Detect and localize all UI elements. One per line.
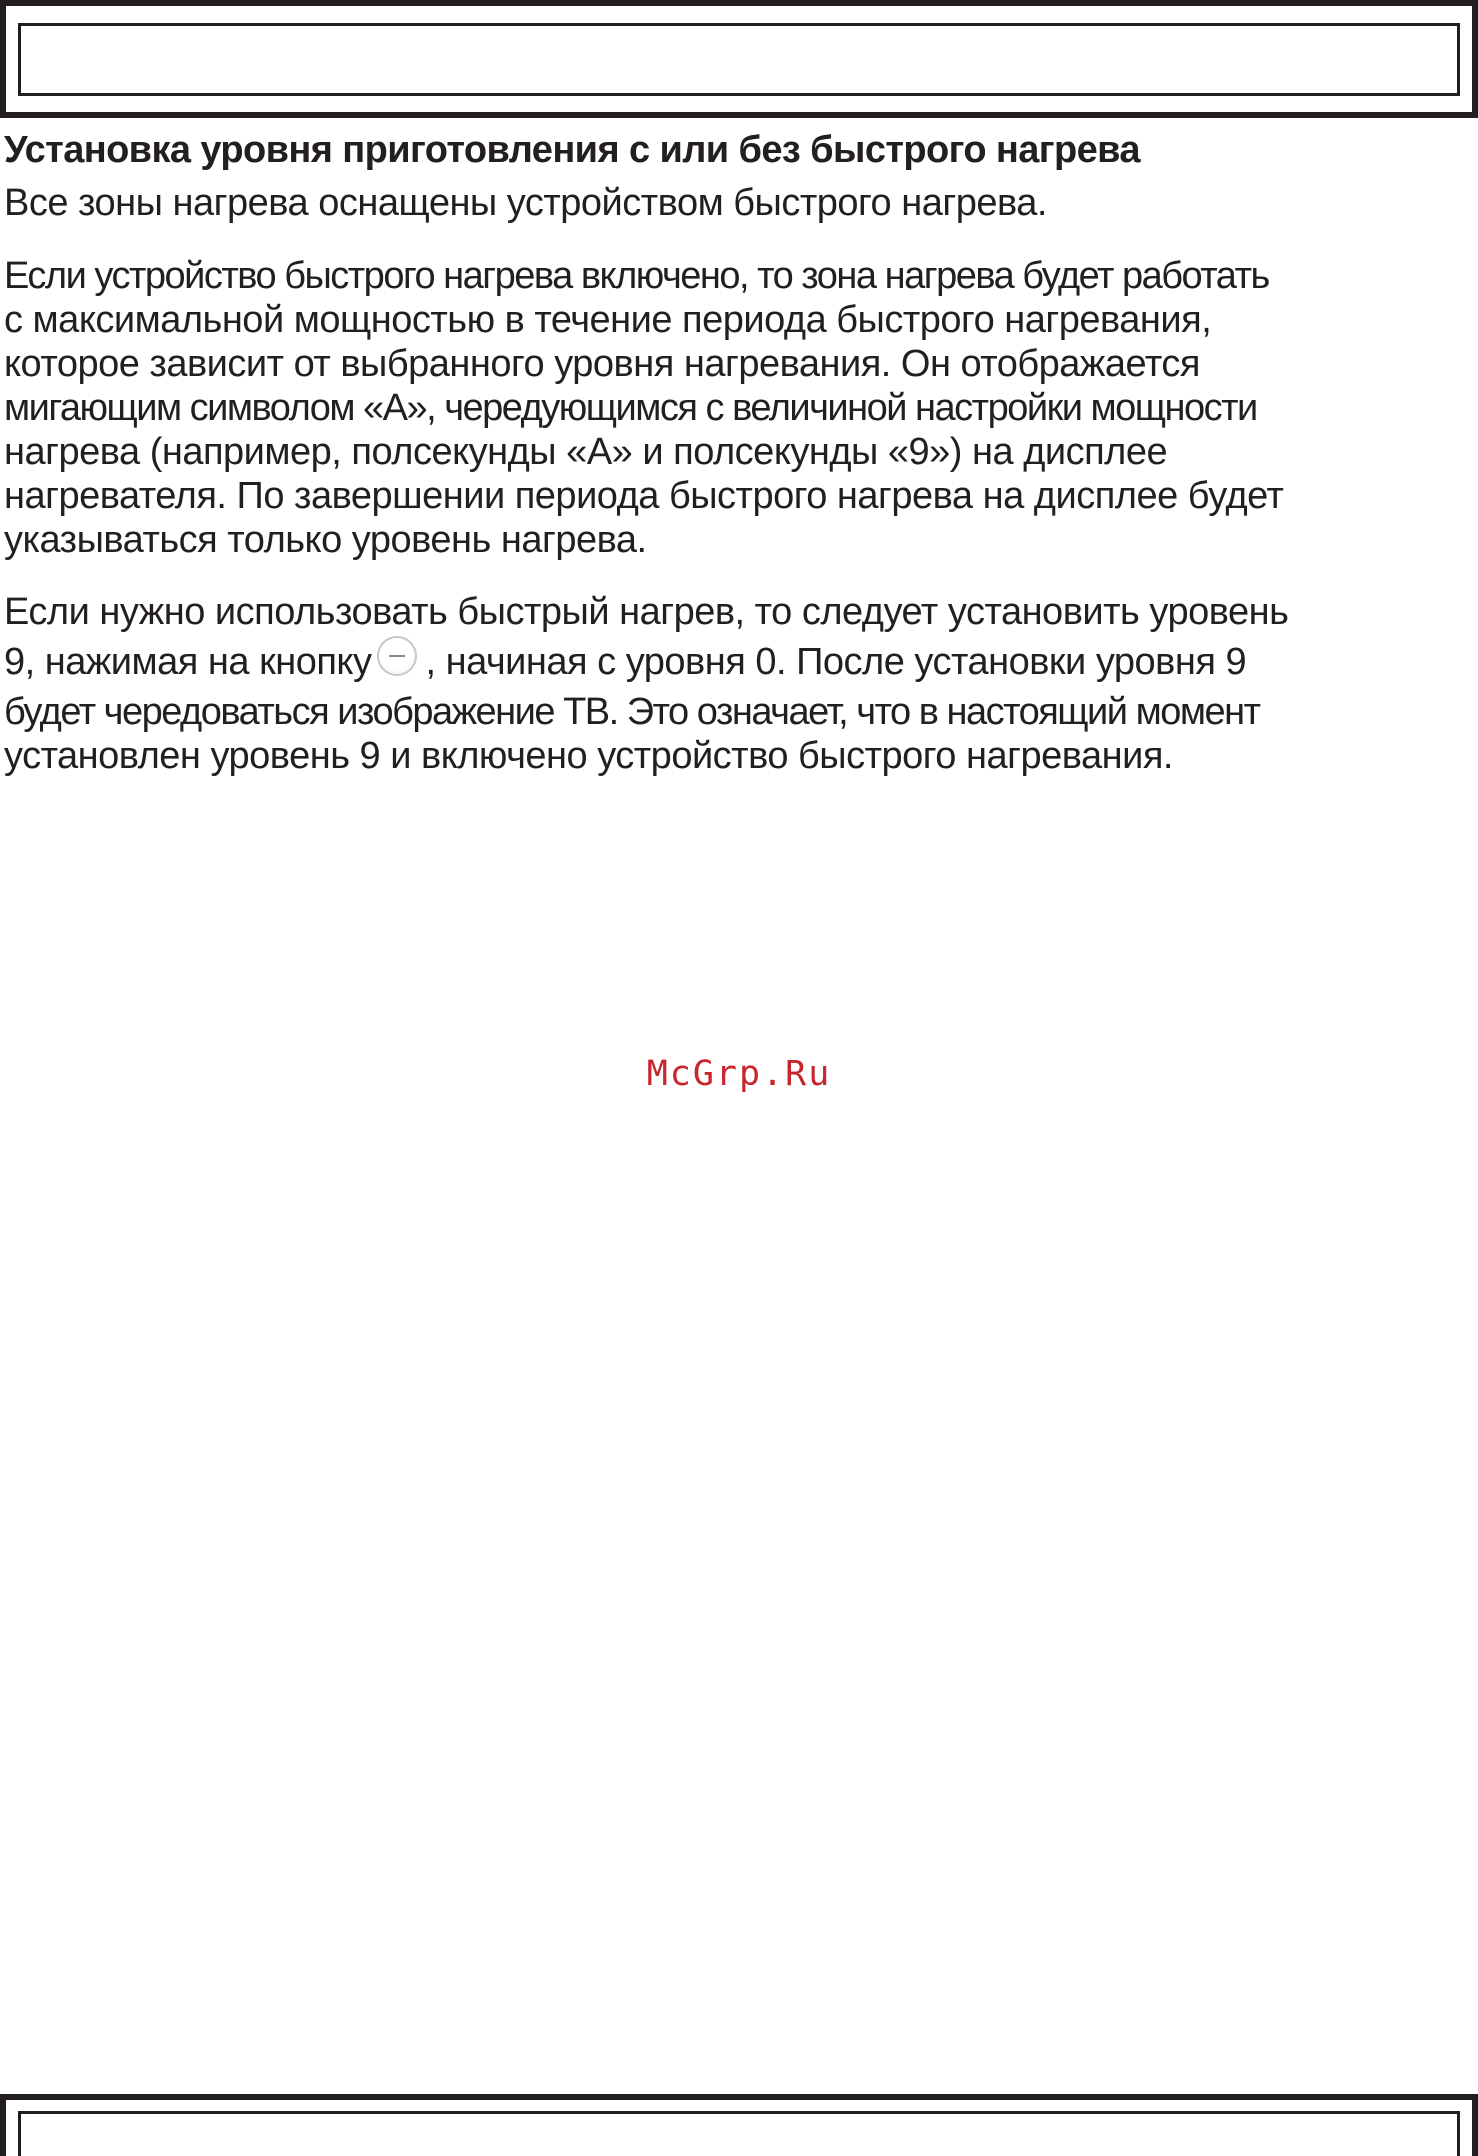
paragraph-line: указываться только уровень нагрева. <box>4 519 647 561</box>
paragraph-line: мигающим символом «А», чередующимся с величиной настройки мощности <box>4 387 1257 429</box>
paragraph-line: установлен уровень 9 и включено устройство быстрого нагревания. <box>4 735 1173 777</box>
paragraph-line: нагревателя. По завершении периода быстрого нагрева на дисплее будет <box>4 475 1284 517</box>
section-heading: Установка уровня приготовления с или без быстрого нагрева <box>4 129 1140 171</box>
minus-button-icon <box>377 636 417 676</box>
paragraph-text: , начиная с уровня 0. После установки уровня 9 <box>425 641 1247 683</box>
paragraph-line: нагрева (например, полсекунды «А» и полсекунды «9») на дисплее <box>4 431 1168 473</box>
top-frame <box>0 0 1478 118</box>
paragraph-line: с максимальной мощностью в течение периода быстрого нагревания, <box>4 299 1212 341</box>
paragraph-line: Если нужно использовать быстрый нагрев, то следует установить уровень <box>4 591 1289 633</box>
paragraph-text: 9, нажимая на кнопку <box>4 641 372 683</box>
intro-text: Все зоны нагрева оснащены устройством быстрого нагрева. <box>4 182 1047 224</box>
paragraph-line: которое зависит от выбранного уровня нагревания. Он отображается <box>4 343 1200 385</box>
paragraph-line-with-icon <box>4 634 1472 690</box>
top-frame-inner <box>18 23 1460 96</box>
paragraph-quick-heat-usage <box>4 590 1472 778</box>
paragraph-quick-heat-description <box>4 254 1472 562</box>
document-body <box>4 126 1472 778</box>
bottom-frame-inner <box>18 2111 1460 2156</box>
watermark: McGrp.Ru <box>646 1054 832 1094</box>
paragraph-line: Если устройство быстрого нагрева включено, то зона нагрева будет работать <box>4 255 1269 297</box>
paragraph-line: будет чередоваться изображение ТВ. Это означает, что в настоящий момент <box>4 691 1260 733</box>
bottom-frame <box>0 2094 1478 2156</box>
